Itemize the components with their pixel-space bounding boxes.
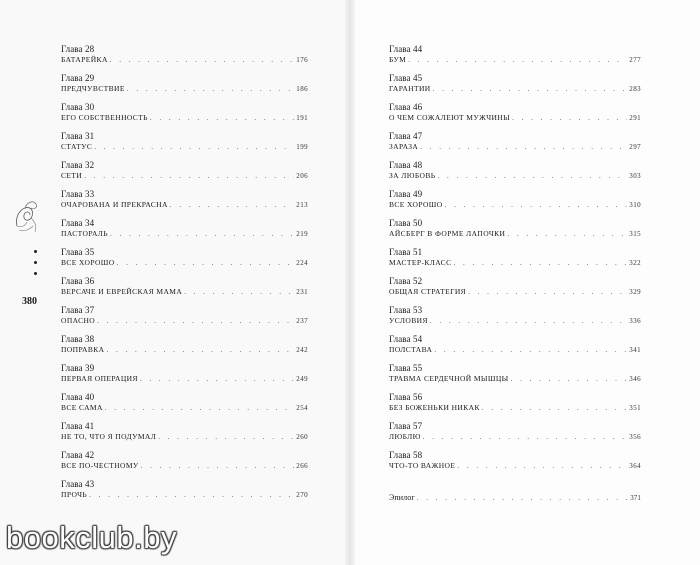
leader-dots	[423, 432, 628, 442]
chapter-title: ВСЕ САМА	[61, 403, 103, 412]
toc-left-column	[61, 44, 308, 508]
dot-icon	[34, 250, 37, 253]
toc-line	[61, 345, 308, 355]
toc-entry	[389, 392, 641, 421]
chapter-title: СЕТИ	[61, 171, 83, 180]
chapter-title: О ЧЕМ СОЖАЛЕЮТ МУЖЧИНЫ	[389, 113, 511, 122]
toc-entry	[61, 218, 308, 247]
chapter-page: 303	[629, 172, 641, 180]
toc-line	[389, 287, 641, 297]
chapter-title: ЛЮБЛЮ	[389, 432, 421, 441]
chapter-label: Глава 34	[61, 218, 95, 228]
chapter-label: Глава 39	[61, 363, 95, 373]
toc-entry	[389, 160, 641, 189]
leader-dots	[453, 258, 627, 268]
chapter-title: ПРЕДЧУВСТВИЕ	[61, 84, 125, 93]
leader-dots	[512, 113, 627, 123]
toc-right-column	[389, 44, 641, 479]
toc-entry	[389, 334, 641, 363]
leader-dots	[420, 142, 627, 152]
dot-icon	[34, 272, 37, 275]
chapter-label: Глава 40	[61, 392, 95, 402]
toc-line	[61, 287, 308, 297]
toc-line	[389, 316, 641, 326]
leader-dots	[507, 229, 627, 239]
toc-line	[389, 493, 641, 503]
chapter-label: Глава 57	[389, 421, 423, 431]
chapter-page: 224	[296, 259, 308, 267]
chapter-title: ПРОЧЬ	[61, 490, 88, 499]
chapter-title: ОПАСНО	[61, 316, 96, 325]
chapter-page: 199	[296, 143, 308, 151]
leader-dots	[170, 200, 294, 210]
toc-line	[61, 229, 308, 239]
book-gutter	[345, 0, 355, 565]
chapter-page: 336	[629, 317, 641, 325]
chapter-label: Глава 38	[61, 334, 95, 344]
chapter-title: ПОЛСТАВА	[389, 345, 433, 354]
chapter-title: АЙСБЕРГ В ФОРМЕ ЛАПОЧКИ	[389, 229, 506, 238]
toc-line	[61, 258, 308, 268]
leader-dots	[445, 200, 628, 210]
leader-dots	[140, 374, 294, 384]
toc-entry	[61, 450, 308, 479]
chapter-title: ВСЕ ПО-ЧЕСТНОМУ	[61, 461, 139, 470]
toc-line	[61, 113, 308, 123]
leader-dots	[110, 55, 295, 65]
chapter-label: Глава 49	[389, 189, 423, 199]
leader-dots	[89, 490, 294, 500]
leader-dots	[150, 113, 294, 123]
chapter-title: ЗАРАЗА	[389, 142, 419, 151]
toc-line	[389, 84, 641, 94]
toc-entry	[389, 102, 641, 131]
leader-dots	[437, 171, 627, 181]
chapter-label: Глава 54	[389, 334, 423, 344]
leader-dots	[94, 142, 294, 152]
chapter-title: ПОПРАВКА	[61, 345, 105, 354]
toc-line	[389, 171, 641, 181]
toc-line	[389, 258, 641, 268]
chapter-title: УСЛОВИЯ	[389, 316, 428, 325]
leader-dots	[417, 493, 628, 503]
chapter-label: Глава 43	[61, 479, 95, 489]
toc-line	[61, 490, 308, 500]
chapter-page: 341	[629, 346, 641, 354]
toc-line	[389, 374, 641, 384]
chapter-page: 249	[296, 375, 308, 383]
chapter-title: БЕЗ БОЖЕНЬКИ НИКАК	[389, 403, 480, 412]
toc-entry	[389, 305, 641, 334]
chapter-page: 231	[296, 288, 308, 296]
leader-dots	[107, 345, 295, 355]
chapter-title: ПЕРВАЯ ОПЕРАЦИЯ	[61, 374, 138, 383]
leader-dots	[468, 287, 627, 297]
toc-line	[389, 432, 641, 442]
leader-dots	[105, 403, 295, 413]
chapter-page: 351	[629, 404, 641, 412]
chapter-label: Глава 35	[61, 247, 95, 257]
leader-dots	[511, 374, 628, 384]
chapter-page: 310	[629, 201, 641, 209]
leader-dots	[97, 316, 294, 326]
chapter-title: ПАСТОРАЛЬ	[61, 229, 108, 238]
chapter-title: БУМ	[389, 55, 407, 64]
toc-entry	[61, 160, 308, 189]
toc-entry	[389, 363, 641, 392]
leader-dots	[408, 55, 627, 65]
toc-line	[61, 316, 308, 326]
chapter-label: Глава 53	[389, 305, 423, 315]
epilogue-title: Эпилог	[389, 493, 415, 502]
chapter-label: Глава 58	[389, 450, 423, 460]
leader-dots	[457, 461, 627, 471]
chapter-page: 270	[296, 491, 308, 499]
toc-entry	[61, 102, 308, 131]
chapter-title: СТАТУС	[61, 142, 93, 151]
chapter-label: Глава 48	[389, 160, 423, 170]
chapter-label: Глава 31	[61, 131, 95, 141]
dot-icon	[34, 261, 37, 264]
chapter-page: 186	[296, 85, 308, 93]
chapter-label: Глава 29	[61, 73, 95, 83]
toc-line	[61, 374, 308, 384]
chapter-title: ВЕРСАЧЕ И ЕВРЕЙСКАЯ МАМА	[61, 287, 183, 296]
toc-line	[389, 403, 641, 413]
chapter-label: Глава 52	[389, 276, 423, 286]
toc-line	[389, 345, 641, 355]
toc-line	[389, 229, 641, 239]
chapter-title: ОЧАРОВАНА И ПРЕКРАСНА	[61, 200, 168, 209]
toc-epilogue	[389, 493, 641, 503]
leader-dots	[117, 258, 295, 268]
chapter-title: МАСТЕР-КЛАСС	[389, 258, 452, 267]
toc-entry	[389, 189, 641, 218]
toc-line	[61, 84, 308, 94]
chapter-label: Глава 30	[61, 102, 95, 112]
chapter-page: 260	[296, 433, 308, 441]
toc-entry	[61, 363, 308, 392]
chapter-title: ТРАВМА СЕРДЕЧНОЙ МЫШЦЫ	[389, 374, 509, 383]
toc-line	[389, 142, 641, 152]
chapter-page: 283	[629, 85, 641, 93]
toc-entry	[61, 44, 308, 73]
chapter-page: 242	[296, 346, 308, 354]
chapter-page: 191	[296, 114, 308, 122]
toc-entry	[389, 450, 641, 479]
toc-entry	[61, 247, 308, 276]
chapter-title: ГАРАНТИИ	[389, 84, 431, 93]
leader-dots	[158, 432, 294, 442]
chapter-label: Глава 33	[61, 189, 95, 199]
toc-line	[61, 461, 308, 471]
chapter-page: 237	[296, 317, 308, 325]
toc-entry	[61, 479, 308, 508]
leader-dots	[141, 461, 295, 471]
chapter-page: 219	[296, 230, 308, 238]
chapter-page: 266	[296, 462, 308, 470]
chapter-label: Глава 51	[389, 247, 423, 257]
toc-entry	[389, 131, 641, 160]
chapter-label: Глава 41	[61, 421, 95, 431]
chapter-label: Глава 47	[389, 131, 423, 141]
leader-dots	[184, 287, 294, 297]
flower-sketch-icon	[11, 196, 41, 236]
chapter-title: НЕ ТО, ЧТО Я ПОДУМАЛ	[61, 432, 157, 441]
chapter-page: 356	[629, 433, 641, 441]
toc-entry	[389, 44, 641, 73]
toc-line	[61, 200, 308, 210]
leader-dots	[84, 171, 294, 181]
leader-dots	[434, 345, 627, 355]
chapter-label: Глава 46	[389, 102, 423, 112]
chapter-title: ЧТО-ТО ВАЖНОЕ	[389, 461, 456, 470]
decorative-dots	[33, 250, 39, 284]
toc-line	[389, 200, 641, 210]
chapter-label: Глава 44	[389, 44, 423, 54]
chapter-title: ОБЩАЯ СТРАТЕГИЯ	[389, 287, 467, 296]
toc-entry	[61, 131, 308, 160]
toc-line	[61, 403, 308, 413]
chapter-title: ЗА ЛЮБОВЬ	[389, 171, 436, 180]
leader-dots	[110, 229, 294, 239]
toc-line	[389, 55, 641, 65]
toc-entry	[61, 305, 308, 334]
chapter-page: 346	[629, 375, 641, 383]
leader-dots	[433, 84, 628, 94]
chapter-page: 315	[629, 230, 641, 238]
chapter-label: Глава 45	[389, 73, 423, 83]
toc-entry	[389, 73, 641, 102]
toc-entry	[389, 421, 641, 450]
chapter-page: 277	[629, 56, 641, 64]
chapter-page: 291	[629, 114, 641, 122]
toc-entry	[389, 247, 641, 276]
chapter-label: Глава 42	[61, 450, 95, 460]
chapter-page: 254	[296, 404, 308, 412]
watermark-logo: bookclub.by	[6, 520, 177, 555]
chapter-title: ЕГО СОБСТВЕННОСТЬ	[61, 113, 148, 122]
toc-entry	[61, 73, 308, 102]
toc-entry	[61, 392, 308, 421]
page-number: 380	[22, 296, 37, 307]
chapter-page: 206	[296, 172, 308, 180]
toc-line	[389, 113, 641, 123]
epilogue-page: 371	[630, 494, 641, 502]
chapter-label: Глава 56	[389, 392, 423, 402]
toc-line	[61, 432, 308, 442]
chapter-page: 213	[296, 201, 308, 209]
toc-entry	[389, 218, 641, 247]
chapter-title: БАТАРЕЙКА	[61, 55, 108, 64]
chapter-page: 329	[629, 288, 641, 296]
toc-entry	[61, 189, 308, 218]
chapter-page: 297	[629, 143, 641, 151]
toc-line	[389, 461, 641, 471]
chapter-label: Глава 37	[61, 305, 95, 315]
chapter-page: 322	[629, 259, 641, 267]
leader-dots	[482, 403, 627, 413]
chapter-page: 364	[629, 462, 641, 470]
toc-entry	[61, 334, 308, 363]
leader-dots	[127, 84, 294, 94]
toc-entry	[61, 421, 308, 450]
chapter-title: ВСЕ ХОРОШО	[389, 200, 443, 209]
chapter-label: Глава 55	[389, 363, 423, 373]
chapter-label: Глава 36	[61, 276, 95, 286]
toc-line	[61, 55, 308, 65]
chapter-label: Глава 32	[61, 160, 95, 170]
leader-dots	[430, 316, 627, 326]
chapter-title: ВСЕ ХОРОШО	[61, 258, 115, 267]
toc-line	[61, 171, 308, 181]
toc-entry	[61, 276, 308, 305]
toc-line	[61, 142, 308, 152]
chapter-page: 176	[296, 56, 308, 64]
chapter-label: Глава 28	[61, 44, 95, 54]
chapter-label: Глава 50	[389, 218, 423, 228]
toc-entry	[389, 276, 641, 305]
